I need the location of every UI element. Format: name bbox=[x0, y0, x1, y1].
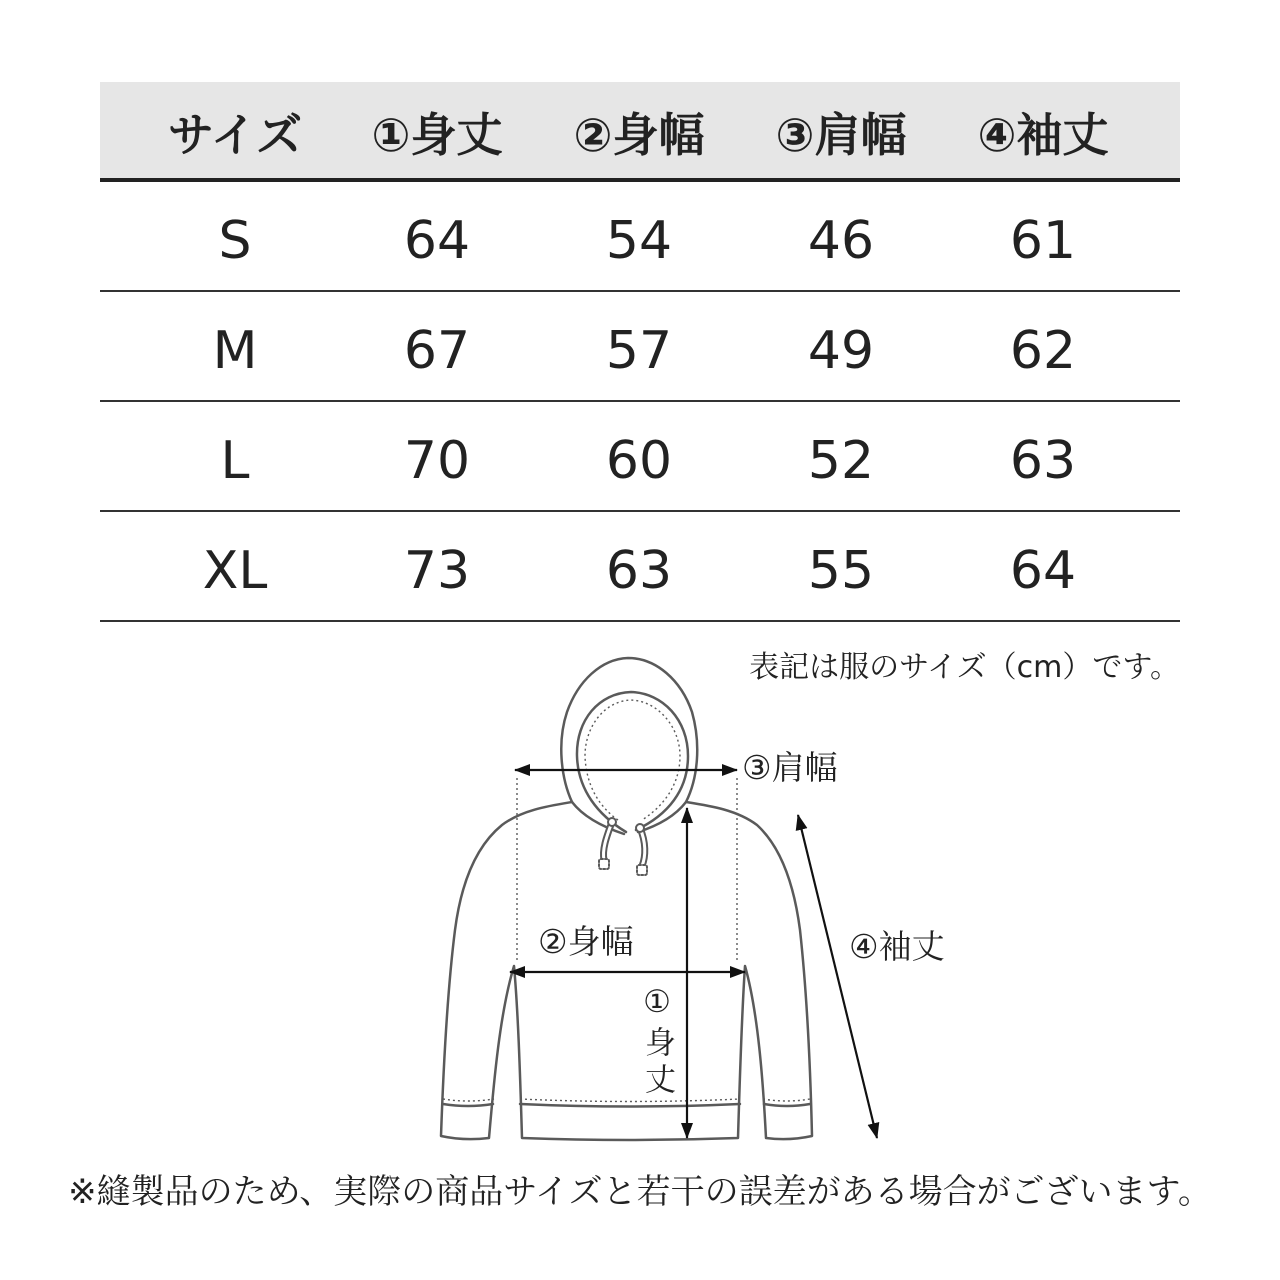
hoodie-outline bbox=[441, 658, 812, 1140]
sleeve-length-arrow bbox=[798, 815, 877, 1138]
body-length-cell: 64 bbox=[403, 211, 471, 271]
table-row bbox=[100, 512, 1180, 622]
body-length-cell: 70 bbox=[403, 431, 471, 491]
table-row bbox=[100, 182, 1180, 292]
hood-rim-outline bbox=[577, 692, 688, 832]
body-width-cell: 60 bbox=[605, 431, 673, 491]
shoulder-width-cell: 52 bbox=[807, 431, 875, 491]
drawstring-right-fill bbox=[640, 828, 645, 866]
collar-left bbox=[572, 802, 624, 834]
right-cuff-stitch bbox=[763, 1099, 810, 1101]
shoulder-width-cell: 55 bbox=[807, 541, 875, 601]
hem-stitch bbox=[520, 1099, 740, 1102]
table-row bbox=[100, 402, 1180, 512]
shoulder-width-label: ③肩幅 bbox=[742, 748, 838, 787]
header-size: サイズ bbox=[167, 108, 303, 162]
hood-rim-stitch bbox=[585, 700, 680, 820]
table-row bbox=[100, 292, 1180, 402]
body-length-cell: 73 bbox=[403, 541, 471, 601]
sleeve-length-cell: 63 bbox=[1009, 431, 1077, 491]
eyelet-right bbox=[636, 824, 644, 832]
header-body-width: ②身幅 bbox=[573, 108, 705, 162]
header-sleeve-length: ④袖丈 bbox=[977, 108, 1109, 162]
body-length-label: ①身丈 bbox=[639, 984, 675, 1100]
unit-note: 表記は服のサイズ（cm）です。 bbox=[749, 650, 1180, 685]
size-cell: M bbox=[212, 321, 258, 381]
collar-right bbox=[638, 802, 686, 832]
body-length-cell: 67 bbox=[403, 321, 471, 381]
size-cell: L bbox=[220, 431, 250, 491]
shoulder-width-cell: 46 bbox=[807, 211, 875, 271]
drawstring-left bbox=[603, 822, 612, 860]
header-shoulder-width: ③肩幅 bbox=[775, 108, 907, 162]
body-and-sleeves-outline bbox=[441, 802, 812, 1140]
left-cuff-seam bbox=[443, 1104, 493, 1106]
right-cuff-seam bbox=[764, 1104, 810, 1106]
table-header-row bbox=[100, 82, 1180, 178]
disclaimer-note: ※縫製品のため、実際の商品サイズと若干の誤差がある場合がございます。 bbox=[68, 1172, 1212, 1212]
drawstring-tip-left bbox=[599, 859, 609, 869]
drawstrings bbox=[599, 818, 647, 875]
eyelet-left bbox=[608, 818, 616, 826]
body-width-cell: 57 bbox=[605, 321, 673, 381]
drawstring-left-fill bbox=[603, 822, 612, 860]
body-width-cell: 63 bbox=[605, 541, 673, 601]
hood-outer-outline bbox=[561, 658, 697, 802]
sleeve-length-label: ④袖丈 bbox=[849, 927, 945, 966]
size-cell: XL bbox=[202, 541, 268, 601]
hem-seam bbox=[520, 1104, 740, 1107]
body-width-label: ②身幅 bbox=[538, 922, 634, 961]
size-table bbox=[100, 82, 1180, 622]
size-cell: S bbox=[218, 211, 252, 271]
sleeve-length-cell: 62 bbox=[1009, 321, 1077, 381]
drawstring-tip-right bbox=[637, 865, 647, 875]
header-body-length: ①身丈 bbox=[371, 108, 503, 162]
drawstring-right bbox=[640, 828, 645, 866]
sleeve-length-cell: 64 bbox=[1009, 541, 1077, 601]
sleeve-length-cell: 61 bbox=[1009, 211, 1077, 271]
shoulder-width-cell: 49 bbox=[807, 321, 875, 381]
left-cuff-stitch bbox=[443, 1099, 494, 1101]
body-width-cell: 54 bbox=[605, 211, 673, 271]
